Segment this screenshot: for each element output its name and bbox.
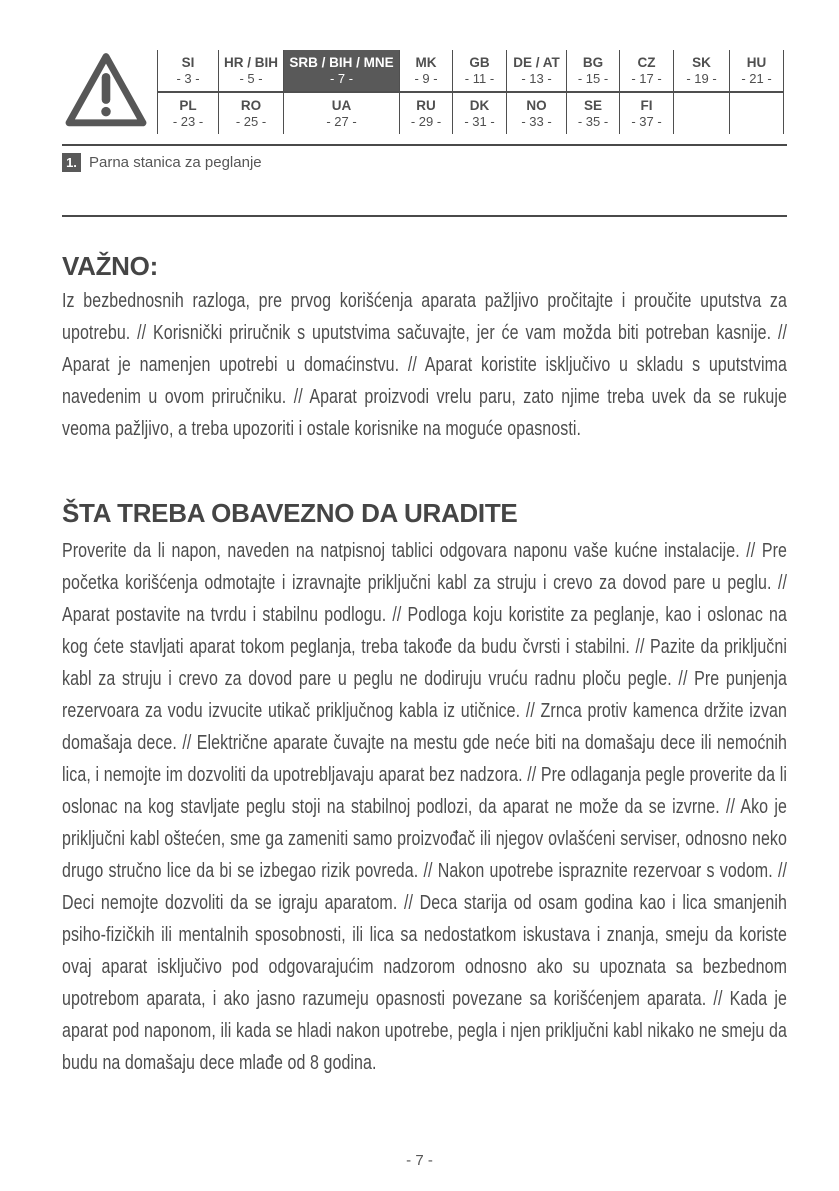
lang-page-number: - 9 - — [414, 70, 438, 86]
footer-page-number: - 7 - — [406, 1152, 433, 1169]
lang-page-number: - 27 - — [326, 113, 357, 129]
lang-code: CZ — [637, 54, 656, 70]
lang-cell-mk — [400, 50, 453, 92]
lang-code: SI — [181, 54, 195, 70]
language-page-table — [157, 50, 784, 134]
lang-page-number: - 11 - — [464, 70, 495, 86]
figure-caption — [62, 153, 787, 172]
figure-caption-label: Parna stanica za peglanje — [89, 154, 262, 171]
lang-code: HR / BIH — [224, 54, 278, 70]
lang-code: RO — [240, 97, 262, 113]
lang-page-number: - 23 - — [172, 113, 204, 129]
lang-page-number: - 13 - — [521, 70, 552, 86]
lang-page-number: - 7 - — [329, 70, 354, 86]
lang-code: SRB / BIH / MNE — [289, 54, 394, 70]
lang-code: MK — [415, 54, 437, 70]
lang-cell-si — [158, 50, 219, 92]
lang-code: SE — [583, 97, 602, 113]
lang-code: NO — [526, 97, 547, 113]
language-table-row — [158, 92, 784, 134]
lang-code: DK — [469, 97, 490, 113]
language-table-body — [158, 50, 784, 134]
lang-page-number: - 25 - — [235, 113, 267, 129]
language-table-row — [158, 50, 784, 92]
lang-page-number: - 31 - — [464, 113, 495, 129]
lang-code: SK — [692, 54, 711, 70]
figure-number-badge: 1. — [62, 153, 81, 172]
lang-page-number: - 29 - — [410, 113, 442, 129]
lang-page-number: - 15 - — [577, 70, 609, 86]
lang-cell-ru — [400, 92, 453, 134]
lang-code: GB — [469, 54, 490, 70]
section-heading-sta-treba: ŠTA TREBA OBAVEZNO DA URADITE — [62, 498, 518, 528]
lang-cell-empty — [730, 92, 784, 134]
lang-cell-pl — [158, 92, 219, 134]
divider-caption — [62, 215, 787, 217]
lang-cell-srb-bih-mne — [284, 50, 400, 92]
lang-cell-dk — [453, 92, 507, 134]
lang-page-number: - 37 - — [631, 113, 662, 129]
warning-triangle-icon — [62, 48, 150, 134]
lang-code: HU — [746, 54, 767, 70]
lang-page-number: - 33 - — [521, 113, 552, 129]
lang-page-number: - 21 - — [741, 70, 772, 86]
page-header — [62, 50, 787, 134]
lang-code: FI — [640, 97, 653, 113]
lang-code: BG — [582, 54, 604, 70]
lang-cell-hr-bih — [219, 50, 284, 92]
lang-page-number: - 5 - — [239, 70, 263, 86]
lang-page-number: - 17 - — [631, 70, 662, 86]
lang-code: PL — [179, 97, 197, 113]
lang-code: DE / AT — [513, 54, 560, 70]
lang-cell-se — [567, 92, 620, 134]
divider-top — [62, 144, 787, 146]
section-heading-vazno: VAŽNO: — [62, 251, 158, 281]
section-body-sta-treba: Proverite da li napon, naveden na natpisnoj tablici odgovara naponu vaše kućne instalacije. // Pre početka korišćenja odmotajte i izravnajte priključni kabl za struju i crevo za dovod pare u peglu. // Aparat postavite na tvrdu i stabilnu podlogu. // Podloga koju koristite za peglanje, kao i oslonac na kog ćete stavljati aparat tokom peglanja, treba takođe da budu čvrsti i stabilni. // Pazite da priključni kabl za struju i crevo za dovod pare u peglu ne dodiruju vruću radnu ploču pegle. // Pre punjenja rezervoara za vodu izvucite utikač priključnog kabla iz utičnice. // Zrnca protiv kamenca držite izvan domašaja dece. // Električne aparate čuvajte na mestu gde neće biti na domašaju dece ili nemoćnih lica, i nemojte im dozvoliti da upotrebljavaju aparat bez nadzora. // Pre odlaganja pegle proverite da li oslonac na kog stavljate peglu stoji na stabilnoj podlozi, da aparat ne može da se izvrne. // Ako je priključni kabl oštećen, sme ga zameniti samo proizvođač ili njegov ovlašćeni serviser, odnosno neko drugo stručno lice da bi se izbegao rizik povreda. // Nakon upotrebe ispraznite rezervoar s vodom. // Deci nemojte dozvoliti da se igraju aparatom. // Deca starija od osam godina kao i lica smanjenih psiho-fizičkih ili mentalnih sposobnosti, ili lica sa nedostatkom iskustava i znanja, smeju da koriste ovaj aparat isključivo pod odgovarajućim nadzorom odnosno ako su upoznata sa bezbednom upotrebom aparata, i ako jasno razumeju opasnosti povezane sa korišćenjem aparata. // Kada je aparat pod naponom, ili kada se hladi nakon upotrebe, pegla i njen priključni kabl nikako ne smeju da budu na domašaju dece mlađe od 8 godina. — [62, 540, 787, 1074]
lang-cell-bg — [567, 50, 620, 92]
lang-cell-ro — [219, 92, 284, 134]
lang-cell-de-at — [507, 50, 567, 92]
lang-cell-cz — [620, 50, 674, 92]
lang-code: UA — [331, 97, 352, 113]
lang-page-number: - 19 - — [686, 70, 717, 86]
lang-cell-fi — [620, 92, 674, 134]
lang-cell-no — [507, 92, 567, 134]
lang-cell-hu — [730, 50, 784, 92]
lang-cell-sk — [674, 50, 730, 92]
lang-cell-ua — [284, 92, 400, 134]
lang-cell-empty — [674, 92, 730, 134]
section-body-vazno: Iz bezbednosnih razloga, pre prvog korišćenja aparata pažljivo pročitajte i proučite uputstva za upotrebu. // Korisnički priručnik s uputstvima sačuvajte, jer će vam možda biti potreban kasnije. // Aparat je namenjen upotrebi u domaćinstvu. // Aparat koristite isključivo u skladu s uputstvima navedenim u ovom priručniku. // Aparat proizvodi vrelu paru, zato njime treba uvek da se rukuje veoma pažljivo, a treba upozoriti i ostale korisnike na moguće opasnosti. — [62, 290, 787, 440]
lang-cell-gb — [453, 50, 507, 92]
lang-page-number: - 35 - — [577, 113, 609, 129]
lang-page-number: - 3 - — [176, 70, 200, 86]
lang-code: RU — [416, 97, 436, 113]
